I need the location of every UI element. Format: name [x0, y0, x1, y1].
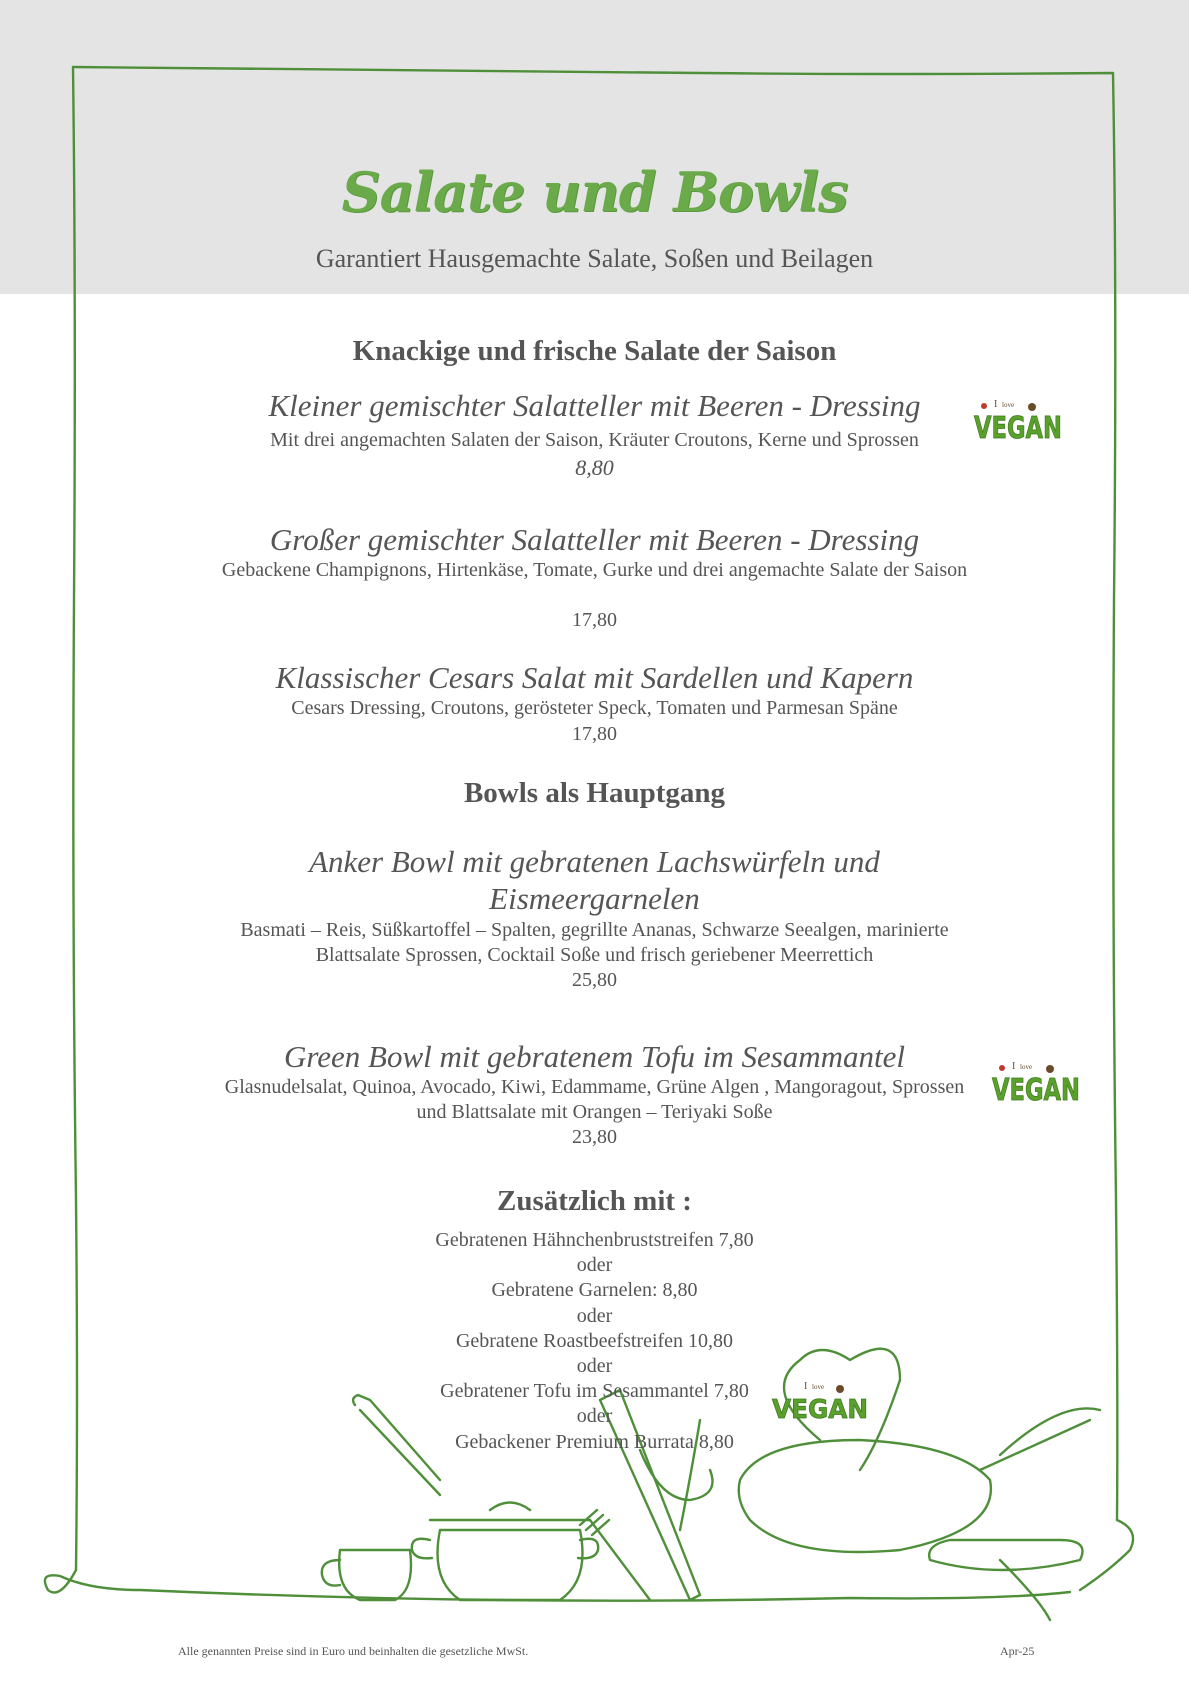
extras-separator: oder [576, 1254, 613, 1277]
dish-price: 23,80 [572, 1126, 617, 1148]
svg-text:love: love [1020, 1063, 1033, 1071]
dish-name-continued: Eismeergarnelen [489, 881, 700, 916]
dish-name: Green Bowl mit gebratenem Tofu im Sesammantel [283, 1039, 906, 1074]
svg-text:I: I [994, 399, 998, 410]
page-title: Salate und Bowls [341, 160, 848, 224]
dish-name: Klassischer Cesars Salat mit Sardellen und Kapern [275, 660, 914, 695]
dish-price: 8,80 [575, 455, 614, 480]
section-title-bowls: Bowls als Hauptgang [463, 777, 726, 809]
footer-date: Apr-25 [1000, 1644, 1035, 1658]
extras-item: Gebratene Roastbeefstreifen 10,80 [455, 1329, 734, 1352]
dish-name: Großer gemischter Salatteller mit Beeren - Dressing [269, 522, 920, 557]
vegan-badge-icon [770, 1375, 870, 1435]
dish-name: Kleiner gemischter Salatteller mit Beeren - Dressing [268, 388, 921, 423]
svg-text:I: I [1012, 1061, 1016, 1072]
dish-price: 17,80 [572, 723, 617, 745]
svg-text:love: love [812, 1383, 825, 1391]
extras-item: Gebackener Premium Burrata 8,80 [455, 1430, 734, 1453]
svg-text:love: love [1002, 401, 1015, 409]
dish-price: 17,80 [572, 609, 617, 631]
svg-text:VEGAN: VEGAN [992, 1073, 1080, 1108]
extras-item: Gebratener Tofu im Sesammantel 7,80 [440, 1380, 749, 1403]
section-title-extras: Zusätzlich mit : [497, 1185, 692, 1217]
dish-description: Basmati – Reis, Süßkartoffel – Spalten, gegrillte Ananas, Schwarze Seealgen, marinierte Blattsalate Sprossen, Cocktail Soße und frisch geriebener Meerrettich [240, 919, 949, 966]
extras-separator: oder [576, 1405, 613, 1428]
svg-text:I: I [804, 1381, 808, 1392]
dish-name: Anker Bowl mit gebratenen Lachswürfeln und [309, 844, 880, 879]
page-subtitle: Garantiert Hausgemachte Salate, Soßen und Beilagen [315, 244, 874, 273]
extras-item: Gebratene Garnelen: 8,80 [491, 1279, 698, 1302]
extras-item: Gebratenen Hähnchenbruststreifen 7,80 [435, 1229, 754, 1251]
extras-list [0, 1228, 1189, 1455]
dish-description: Mit drei angemachten Salaten der Saison, Kräuter Croutons, Kerne und Sprossen [270, 429, 919, 451]
extras-separator: oder [576, 1355, 613, 1378]
dish-price: 25,80 [572, 969, 617, 991]
section-title-salads: Knackige und frische Salate der Saison [352, 335, 837, 367]
vegan-badge-icon [970, 393, 1070, 453]
footer-note: Alle genannten Preise sind in Euro und beinhalten die gesetzliche MwSt. [178, 1644, 529, 1658]
dish-description: Cesars Dressing, Croutons, gerösteter Speck, Tomaten und Parmesan Späne [291, 697, 898, 719]
dish-description: Gebackene Champignons, Hirtenkäse, Tomate, Gurke und drei angemachte Salate der Saison [221, 559, 968, 581]
svg-text:VEGAN: VEGAN [772, 1395, 868, 1425]
dish-description: Glasnudelsalat, Quinoa, Avocado, Kiwi, Edammame, Grüne Algen , Mangoragout, Sprossen und Blattsalate mit Orangen – Teriyaki Soße [224, 1076, 965, 1123]
svg-text:VEGAN: VEGAN [974, 411, 1062, 446]
vegan-badge-icon [988, 1055, 1088, 1115]
extras-separator: oder [576, 1304, 613, 1327]
